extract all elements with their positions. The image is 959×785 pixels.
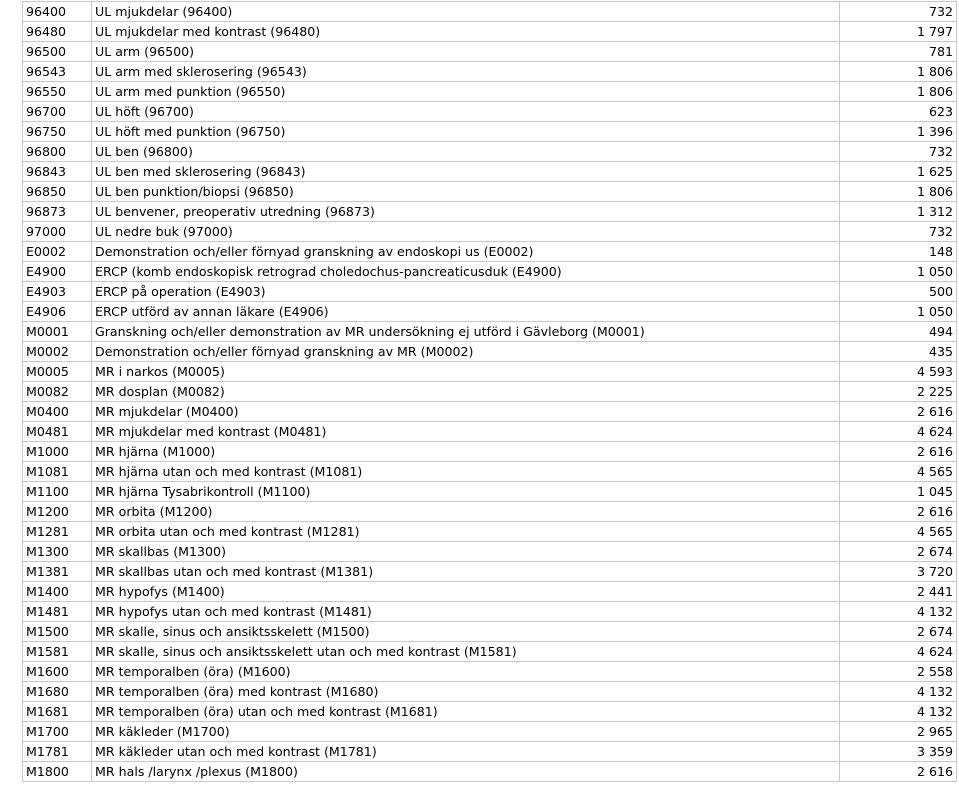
table-row <box>23 482 957 502</box>
procedure-price-cell: 2 616 <box>840 762 957 782</box>
table-row <box>23 622 957 642</box>
procedure-description-cell: MR käkleder (M1700) <box>92 722 840 742</box>
procedure-code-cell: M1700 <box>23 722 92 742</box>
table-row <box>23 102 957 122</box>
procedure-code-cell: M0481 <box>23 422 92 442</box>
table-row <box>23 242 957 262</box>
table-row <box>23 342 957 362</box>
procedure-price-cell: 2 674 <box>840 622 957 642</box>
procedure-code-cell: M0001 <box>23 322 92 342</box>
procedure-code-cell: 96850 <box>23 182 92 202</box>
table-row <box>23 642 957 662</box>
table-row <box>23 442 957 462</box>
table-row <box>23 722 957 742</box>
procedure-price-cell: 781 <box>840 42 957 62</box>
procedure-description-cell: MR hals /larynx /plexus (M1800) <box>92 762 840 782</box>
procedure-description-cell: UL benvener, preoperativ utredning (96873) <box>92 202 840 222</box>
table-row <box>23 82 957 102</box>
procedure-code-cell: M1300 <box>23 542 92 562</box>
procedure-code-cell: 96500 <box>23 42 92 62</box>
procedure-description-cell: MR temporalben (öra) (M1600) <box>92 662 840 682</box>
procedure-code-cell: E4900 <box>23 262 92 282</box>
procedure-price-cell: 4 132 <box>840 602 957 622</box>
table-row <box>23 62 957 82</box>
table-row <box>23 502 957 522</box>
procedure-description-cell: MR hjärna utan och med kontrast (M1081) <box>92 462 840 482</box>
procedure-code-cell: M1400 <box>23 582 92 602</box>
procedure-code-cell: M1781 <box>23 742 92 762</box>
procedure-code-cell: M1600 <box>23 662 92 682</box>
table-row <box>23 602 957 622</box>
procedure-description-cell: MR hjärna Tysabrikontroll (M1100) <box>92 482 840 502</box>
procedure-price-cell: 4 565 <box>840 522 957 542</box>
table-row <box>23 702 957 722</box>
procedure-code-cell: M0400 <box>23 402 92 422</box>
procedure-code-cell: 96400 <box>23 2 92 22</box>
procedure-description-cell: UL ben med sklerosering (96843) <box>92 162 840 182</box>
procedure-price-cell: 1 797 <box>840 22 957 42</box>
procedure-code-cell: M0082 <box>23 382 92 402</box>
procedure-price-cell: 2 558 <box>840 662 957 682</box>
procedure-code-cell: M1581 <box>23 642 92 662</box>
procedure-price-cell: 2 441 <box>840 582 957 602</box>
procedure-description-cell: UL mjukdelar (96400) <box>92 2 840 22</box>
procedure-description-cell: UL arm med sklerosering (96543) <box>92 62 840 82</box>
procedure-code-cell: E4903 <box>23 282 92 302</box>
price-table <box>22 1 957 782</box>
procedure-description-cell: UL höft med punktion (96750) <box>92 122 840 142</box>
procedure-code-cell: 96550 <box>23 82 92 102</box>
procedure-price-cell: 4 132 <box>840 682 957 702</box>
procedure-price-cell: 3 720 <box>840 562 957 582</box>
table-row <box>23 322 957 342</box>
procedure-price-cell: 2 616 <box>840 442 957 462</box>
procedure-price-cell: 4 624 <box>840 422 957 442</box>
procedure-code-cell: 97000 <box>23 222 92 242</box>
procedure-description-cell: ERCP (komb endoskopisk retrograd choledochus-pancreaticusduk (E4900) <box>92 262 840 282</box>
procedure-price-cell: 2 965 <box>840 722 957 742</box>
table-row <box>23 282 957 302</box>
table-row <box>23 542 957 562</box>
procedure-price-cell: 4 132 <box>840 702 957 722</box>
procedure-description-cell: MR mjukdelar med kontrast (M0481) <box>92 422 840 442</box>
procedure-description-cell: MR hypofys utan och med kontrast (M1481) <box>92 602 840 622</box>
procedure-description-cell: Demonstration och/eller förnyad granskning av MR (M0002) <box>92 342 840 362</box>
procedure-description-cell: MR orbita utan och med kontrast (M1281) <box>92 522 840 542</box>
procedure-price-cell: 1 050 <box>840 262 957 282</box>
procedure-description-cell: MR temporalben (öra) utan och med kontrast (M1681) <box>92 702 840 722</box>
table-row <box>23 142 957 162</box>
procedure-description-cell: Granskning och/eller demonstration av MR undersökning ej utförd i Gävleborg (M0001) <box>92 322 840 342</box>
procedure-code-cell: 96480 <box>23 22 92 42</box>
procedure-description-cell: MR i narkos (M0005) <box>92 362 840 382</box>
procedure-description-cell: MR hjärna (M1000) <box>92 442 840 462</box>
procedure-description-cell: ERCP på operation (E4903) <box>92 282 840 302</box>
procedure-price-cell: 1 312 <box>840 202 957 222</box>
procedure-description-cell: UL ben punktion/biopsi (96850) <box>92 182 840 202</box>
procedure-price-cell: 1 625 <box>840 162 957 182</box>
procedure-price-cell: 500 <box>840 282 957 302</box>
table-row <box>23 522 957 542</box>
procedure-price-cell: 623 <box>840 102 957 122</box>
table-row <box>23 662 957 682</box>
procedure-code-cell: 96873 <box>23 202 92 222</box>
table-row <box>23 742 957 762</box>
procedure-price-cell: 1 806 <box>840 62 957 82</box>
procedure-price-cell: 1 396 <box>840 122 957 142</box>
table-row <box>23 222 957 242</box>
table-row <box>23 562 957 582</box>
table-row <box>23 422 957 442</box>
table-row <box>23 582 957 602</box>
procedure-description-cell: UL höft (96700) <box>92 102 840 122</box>
procedure-description-cell: MR orbita (M1200) <box>92 502 840 522</box>
price-table-body <box>23 2 957 782</box>
procedure-code-cell: M1100 <box>23 482 92 502</box>
procedure-price-cell: 494 <box>840 322 957 342</box>
procedure-price-cell: 435 <box>840 342 957 362</box>
procedure-code-cell: E4906 <box>23 302 92 322</box>
procedure-code-cell: M1000 <box>23 442 92 462</box>
procedure-price-cell: 1 806 <box>840 82 957 102</box>
procedure-code-cell: M0005 <box>23 362 92 382</box>
table-row <box>23 122 957 142</box>
procedure-code-cell: 96750 <box>23 122 92 142</box>
procedure-price-cell: 1 050 <box>840 302 957 322</box>
table-row <box>23 202 957 222</box>
procedure-description-cell: ERCP utförd av annan läkare (E4906) <box>92 302 840 322</box>
procedure-price-cell: 4 565 <box>840 462 957 482</box>
procedure-description-cell: MR dosplan (M0082) <box>92 382 840 402</box>
procedure-description-cell: MR skalle, sinus och ansiktsskelett (M1500) <box>92 622 840 642</box>
procedure-code-cell: E0002 <box>23 242 92 262</box>
procedure-description-cell: UL nedre buk (97000) <box>92 222 840 242</box>
procedure-description-cell: MR skallbas utan och med kontrast (M1381) <box>92 562 840 582</box>
procedure-price-cell: 2 225 <box>840 382 957 402</box>
procedure-price-cell: 4 593 <box>840 362 957 382</box>
table-row <box>23 302 957 322</box>
procedure-price-cell: 2 616 <box>840 502 957 522</box>
procedure-description-cell: UL arm (96500) <box>92 42 840 62</box>
procedure-code-cell: 96543 <box>23 62 92 82</box>
table-row <box>23 682 957 702</box>
table-row <box>23 402 957 422</box>
procedure-price-cell: 1 806 <box>840 182 957 202</box>
procedure-price-cell: 732 <box>840 2 957 22</box>
procedure-code-cell: M1800 <box>23 762 92 782</box>
table-row <box>23 22 957 42</box>
procedure-code-cell: 96800 <box>23 142 92 162</box>
procedure-price-cell: 2 674 <box>840 542 957 562</box>
table-row <box>23 382 957 402</box>
procedure-description-cell: MR skalle, sinus och ansiktsskelett utan och med kontrast (M1581) <box>92 642 840 662</box>
procedure-code-cell: M1680 <box>23 682 92 702</box>
procedure-code-cell: M1381 <box>23 562 92 582</box>
procedure-description-cell: MR hypofys (M1400) <box>92 582 840 602</box>
table-row <box>23 42 957 62</box>
table-row <box>23 162 957 182</box>
procedure-description-cell: Demonstration och/eller förnyad granskning av endoskopi us (E0002) <box>92 242 840 262</box>
procedure-description-cell: UL mjukdelar med kontrast (96480) <box>92 22 840 42</box>
table-row <box>23 462 957 482</box>
procedure-price-cell: 732 <box>840 142 957 162</box>
procedure-description-cell: MR skallbas (M1300) <box>92 542 840 562</box>
procedure-code-cell: M1081 <box>23 462 92 482</box>
table-row <box>23 262 957 282</box>
procedure-price-cell: 4 624 <box>840 642 957 662</box>
procedure-code-cell: 96700 <box>23 102 92 122</box>
procedure-price-cell: 2 616 <box>840 402 957 422</box>
procedure-description-cell: UL arm med punktion (96550) <box>92 82 840 102</box>
procedure-code-cell: M1681 <box>23 702 92 722</box>
procedure-code-cell: M1481 <box>23 602 92 622</box>
table-row <box>23 762 957 782</box>
procedure-code-cell: M1281 <box>23 522 92 542</box>
procedure-code-cell: M0002 <box>23 342 92 362</box>
procedure-price-cell: 732 <box>840 222 957 242</box>
procedure-description-cell: MR temporalben (öra) med kontrast (M1680) <box>92 682 840 702</box>
table-row <box>23 182 957 202</box>
procedure-price-cell: 3 359 <box>840 742 957 762</box>
procedure-price-cell: 148 <box>840 242 957 262</box>
procedure-code-cell: M1200 <box>23 502 92 522</box>
procedure-code-cell: M1500 <box>23 622 92 642</box>
table-row <box>23 2 957 22</box>
procedure-description-cell: MR käkleder utan och med kontrast (M1781) <box>92 742 840 762</box>
procedure-description-cell: MR mjukdelar (M0400) <box>92 402 840 422</box>
procedure-description-cell: UL ben (96800) <box>92 142 840 162</box>
procedure-price-cell: 1 045 <box>840 482 957 502</box>
procedure-code-cell: 96843 <box>23 162 92 182</box>
table-row <box>23 362 957 382</box>
